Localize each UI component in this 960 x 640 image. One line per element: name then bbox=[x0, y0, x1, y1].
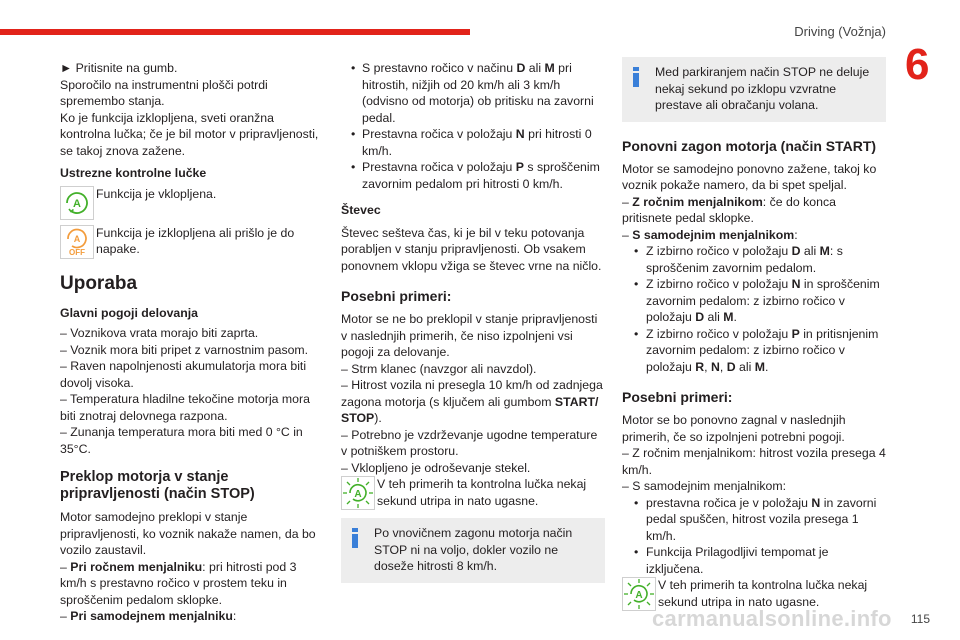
special-case-item: – S samodejnim menjalnikom: bbox=[622, 479, 787, 493]
manual-gearbox-item: – Pri ročnem menjalniku: pri hitrosti pod 3 km/h s prestavno ročico v prostem teku in sproščenim pedalom sklopke. bbox=[60, 559, 297, 607]
condition-item: – Voznik mora biti pripet z varnostnim pasom. bbox=[60, 342, 309, 357]
counter-text: Števec sešteva čas, ki je bil v teku potovanja porabljen v stanju pripravljenosti. Ob vsakem ponovnem vklopu vžiga se števec vrne na ničlo. bbox=[341, 225, 602, 273]
page-number: 115 bbox=[910, 612, 930, 626]
svg-text:A: A bbox=[73, 233, 81, 244]
auto-stop-start-blink-icon bbox=[341, 476, 375, 510]
bullet-item: • S prestavno ročico v načinu D ali M pri hitrostih, nižjih od 20 km/h ali 3 km/h (odvisno od motorja) ob pritisku na zavorni pedal. bbox=[341, 60, 605, 126]
intro-text: Sporočilo na instrumentni plošči potrdi spremembo stanja. bbox=[60, 77, 268, 108]
info-text: Po vnovičnem zagonu motorja način STOP ni na voljo, dokler vozilo ne doseže hitrosti 8 km/h. bbox=[374, 526, 573, 573]
lamps-title: Ustrezne kontrolne lučke bbox=[60, 166, 207, 180]
svg-text:A: A bbox=[354, 489, 362, 500]
special-cases-intro: Motor se ne bo preklopil v stanje pripravljenosti v naslednjih primerih, če niso izpolnjeni vsi pogoji za delovanje. bbox=[341, 312, 598, 359]
special-case-item: – Vklopljeno je odroševanje stekel. bbox=[341, 460, 531, 475]
auto-stop-start-blink-icon bbox=[622, 577, 656, 611]
condition-item: – Temperatura hladilne tekočine motorja mora biti znotraj delovnega razpona. bbox=[60, 392, 310, 423]
stop-mode-text: Motor samodejno preklopi v stanje pripravljenosti, ko voznik nakaže namen, da bo vozilo zaustavil. bbox=[60, 510, 316, 557]
section-heading-uporaba: Uporaba bbox=[60, 272, 138, 294]
lamp-off-label: OFF bbox=[69, 247, 85, 257]
special-cases-heading: Posebni primeri: bbox=[341, 288, 452, 304]
lamp-blink-text: V teh primerih ta kontrolna lučka nekaj sekund utripa in nato ugasne. bbox=[658, 578, 868, 609]
info-text: Med parkiranjem način STOP ne deluje nekaj sekund po izklopu vzvratne prestave ali obračanju volana. bbox=[655, 65, 870, 112]
counter-title: Števec bbox=[341, 203, 381, 217]
info-box bbox=[341, 518, 605, 583]
lamp-on-row bbox=[60, 186, 325, 220]
svg-text:A: A bbox=[635, 590, 643, 601]
special-case-item: – Strm klanec (navzgor ali navzdol). bbox=[341, 361, 537, 376]
info-icon bbox=[632, 67, 640, 87]
info-box bbox=[622, 57, 886, 122]
bullet-item: • Z izbirno ročico v položaju N in sproščenim zavornim pedalom: z izbirno ročico v položaju D ali M. bbox=[622, 276, 886, 326]
bullet-item: • Z izbirno ročico v položaju D ali M: s sproščenim zavornim pedalom. bbox=[622, 243, 886, 276]
stop-mode-heading: Preklop motorja v stanje pripravljenosti (način STOP) bbox=[60, 469, 255, 502]
info-icon bbox=[351, 528, 359, 548]
start-mode-intro: Motor se samodejno ponovno zažene, takoj ko voznik pokaže namero, da bi spet speljal. bbox=[622, 161, 877, 192]
condition-item: – Zunanja temperatura mora biti med 0 °C in 35°C. bbox=[60, 425, 303, 456]
lamp-off-text: Funkcija je izklopljena ali prišlo je do napake. bbox=[96, 225, 295, 256]
svg-text:A: A bbox=[73, 197, 81, 210]
bullet-item: • Prestavna ročica v položaju P s sproščenim zavornim pedalom pri hitrosti 0 km/h. bbox=[341, 159, 605, 192]
column-2 bbox=[341, 60, 605, 591]
section-title: Driving (Vožnja) bbox=[794, 24, 886, 39]
bullet-item: • Z izbirno ročico v položaju P in pritisnjenim zavornim pedalom: z izbirno ročico v položaju R, N, D ali M. bbox=[622, 326, 886, 376]
special-cases-heading: Posebni primeri: bbox=[622, 389, 733, 405]
chapter-number: 6 bbox=[905, 40, 930, 89]
header-accent-bar bbox=[0, 29, 470, 35]
bullet-item: • Prestavna ročica v položaju N pri hitrosti 0 km/h. bbox=[341, 126, 605, 159]
bullet-item: • prestavna ročica je v položaju N in zavorni pedal spuščen, hitrost vozila presega 1 km/h. bbox=[622, 495, 886, 545]
lamp-on-text: Funkcija je vklopljena. bbox=[96, 186, 217, 201]
lamp-off-row bbox=[60, 225, 325, 259]
auto-stop-start-icon bbox=[60, 186, 94, 220]
automatic-gearbox-item: – S samodejnim menjalnikom: bbox=[622, 227, 798, 242]
start-mode-heading: Ponovni zagon motorja (način START) bbox=[622, 137, 877, 154]
column-1 bbox=[60, 60, 325, 625]
column-3 bbox=[622, 60, 886, 616]
special-cases-intro: Motor se bo ponovno zagnal v naslednjih primerih, če so izpolnjeni potrebni pogoji. bbox=[622, 413, 846, 444]
lamp-blink-text: V teh primerih ta kontrolna lučka nekaj sekund utripa in nato ugasne. bbox=[377, 477, 587, 508]
special-case-item: – Potrebno je vzdrževanje ugodne temperature v potniškem prostoru. bbox=[341, 427, 598, 458]
step-press-button: ► Pritisnite na gumb. bbox=[60, 61, 178, 75]
auto-stop-start-off-icon bbox=[60, 225, 94, 259]
condition-item: – Voznikova vrata morajo biti zaprta. bbox=[60, 326, 259, 340]
bullet-item: • Funkcija Prilagodljivi tempomat je izključena. bbox=[622, 544, 886, 577]
intro-text: Ko je funkcija izklopljena, sveti oranžna kontrolna lučka; če je bil motor v pripravljenosti, se takoj znova zažene. bbox=[60, 110, 319, 158]
lamp-blink-row bbox=[341, 476, 605, 510]
special-case-item: – Z ročnim menjalnikom: hitrost vozila presega 4 km/h. bbox=[622, 446, 886, 477]
conditions-title: Glavni pogoji delovanja bbox=[60, 305, 199, 320]
automatic-gearbox-item: – Pri samodejnem menjalniku: bbox=[60, 609, 237, 623]
manual-gearbox-item: – Z ročnim menjalnikom: če do konca pritisnete pedal sklopke. bbox=[622, 194, 836, 225]
condition-item: – Raven napolnjenosti akumulatorja mora biti dovolj visoka. bbox=[60, 359, 307, 390]
watermark: carmanualsonline.info bbox=[652, 606, 892, 631]
special-case-item: – Hitrost vozila ni presegla 10 km/h od zadnjega zagona motorja (s ključem ali gumbom START/ STOP). bbox=[341, 378, 603, 425]
